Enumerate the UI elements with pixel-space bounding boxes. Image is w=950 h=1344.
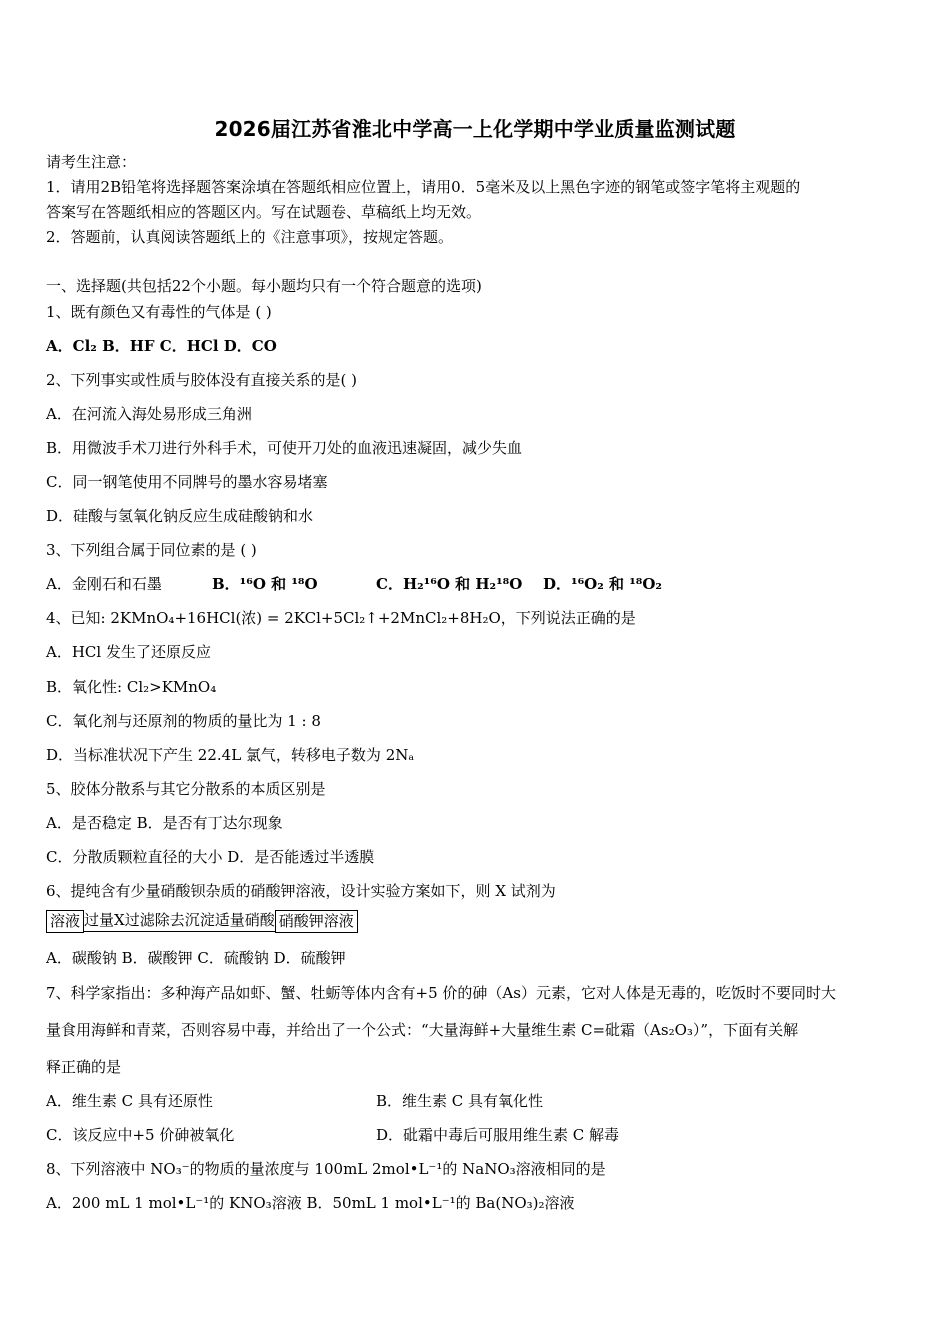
- question-4-option-d: D．当标准状况下产生 22.4L 氯气，转移电子数为 2Nₐ: [46, 746, 415, 764]
- flow-end-box: 硝酸钾溶液: [275, 910, 358, 933]
- question-7-option-a: A．维生素 C 具有还原性: [46, 1092, 213, 1110]
- question-2-option-c: C．同一钢笔使用不同牌号的墨水容易堵塞: [46, 473, 328, 491]
- question-7-line-1: 7、科学家指出：多种海产品如虾、蟹、牡蛎等体内含有+5 价的砷（As）元素，它对人体是无毒的，吃饭时不要同时大: [46, 984, 836, 1002]
- question-8-options-ab: A．200 mL 1 mol•L⁻¹的 KNO₃溶液 B．50mL 1 mol•L⁻¹的 Ba(NO₃)₂溶液: [46, 1194, 575, 1212]
- question-4-option-b: B．氧化性: Cl₂>KMnO₄: [46, 678, 217, 696]
- question-7-option-b: B．维生素 C 具有氧化性: [376, 1092, 544, 1110]
- question-2-stem: 2、下列事实或性质与胶体没有直接关系的是( ): [46, 371, 358, 389]
- question-5-options-ab: A．是否稳定 B．是否有丁达尔现象: [46, 814, 283, 832]
- question-4-stem: 4、已知: 2KMnO₄+16HCl(浓) = 2KCl+5Cl₂↑+2MnCl₂+8H₂O，下列说法正确的是: [46, 609, 636, 627]
- page-title: 2026届江苏省淮北中学高一上化学期中学业质量监测试题: [214, 117, 736, 141]
- question-3-stem: 3、下列组合属于同位素的是 ( ): [46, 541, 257, 559]
- question-3-option-d: D．¹⁶O₂ 和 ¹⁸O₂: [543, 575, 663, 593]
- notice-item-1-line-2: 答案写在答题纸相应的答题区内。写在试题卷、草稿纸上均无效。: [46, 203, 482, 221]
- question-1-options: A．Cl₂ B．HF C．HCl D．CO: [46, 337, 277, 355]
- question-3-option-b: B．¹⁶O 和 ¹⁸O: [212, 575, 318, 593]
- question-7-option-d: D．砒霜中毒后可服用维生素 C 解毒: [376, 1126, 620, 1144]
- question-6-flowchart: [46, 910, 358, 934]
- section-heading: 一、选择题(共包括22个小题。每小题均只有一个符合题意的选项): [46, 277, 482, 295]
- question-2-option-b: B．用微波手术刀进行外科手术，可使开刀处的血液迅速凝固，减少失血: [46, 439, 523, 457]
- question-2-option-a: A．在河流入海处易形成三角洲: [46, 405, 252, 423]
- question-3-option-a: A．金刚石和石墨: [46, 575, 162, 593]
- question-4-option-c: C．氧化剂与还原剂的物质的量比为 1 : 8: [46, 712, 321, 730]
- question-1-stem: 1、既有颜色又有毒性的气体是 ( ): [46, 303, 272, 321]
- question-6-stem: 6、提纯含有少量硝酸钡杂质的硝酸钾溶液，设计实验方案如下，则 X 试剂为: [46, 882, 556, 900]
- question-2-option-d: D．硅酸与氢氧化钠反应生成硅酸钠和水: [46, 507, 314, 525]
- question-5-stem: 5、胶体分散系与其它分散系的本质区别是: [46, 780, 326, 798]
- flow-step-3: 适量硝酸: [215, 910, 275, 932]
- flow-step-1: 过量X过滤: [84, 910, 155, 932]
- question-5-options-cd: C．分散质颗粒直径的大小 D．是否能透过半透膜: [46, 848, 375, 866]
- notice-heading: 请考生注意：: [46, 153, 137, 171]
- notice-item-2: 2．答题前，认真阅读答题纸上的《注意事项》，按规定答题。: [46, 228, 454, 246]
- question-7-option-c: C．该反应中+5 价砷被氧化: [46, 1126, 235, 1144]
- flow-start-box: 溶液: [46, 910, 84, 933]
- question-7-line-2: 量食用海鲜和青菜，否则容易中毒，并给出了一个公式：“大量海鲜+大量维生素 C=砒霜（As₂O₃）”，下面有关解: [46, 1021, 799, 1039]
- question-8-stem: 8、下列溶液中 NO₃⁻的物质的量浓度与 100mL 2mol•L⁻¹的 NaNO₃溶液相同的是: [46, 1160, 606, 1178]
- flow-step-2: 除去沉淀: [155, 910, 215, 932]
- question-4-option-a: A．HCl 发生了还原反应: [46, 643, 211, 661]
- notice-item-1-line-1: 1．请用2B铅笔将选择题答案涂填在答题纸相应位置上，请用0．5毫米及以上黑色字迹的钢笔或签字笔将主观题的: [46, 178, 801, 196]
- question-3-option-c: C．H₂¹⁶O 和 H₂¹⁸O: [376, 575, 523, 593]
- question-7-line-3: 释正确的是: [46, 1058, 122, 1076]
- question-6-options: A．碳酸钠 B．碳酸钾 C．硫酸钠 D．硫酸钾: [46, 949, 346, 967]
